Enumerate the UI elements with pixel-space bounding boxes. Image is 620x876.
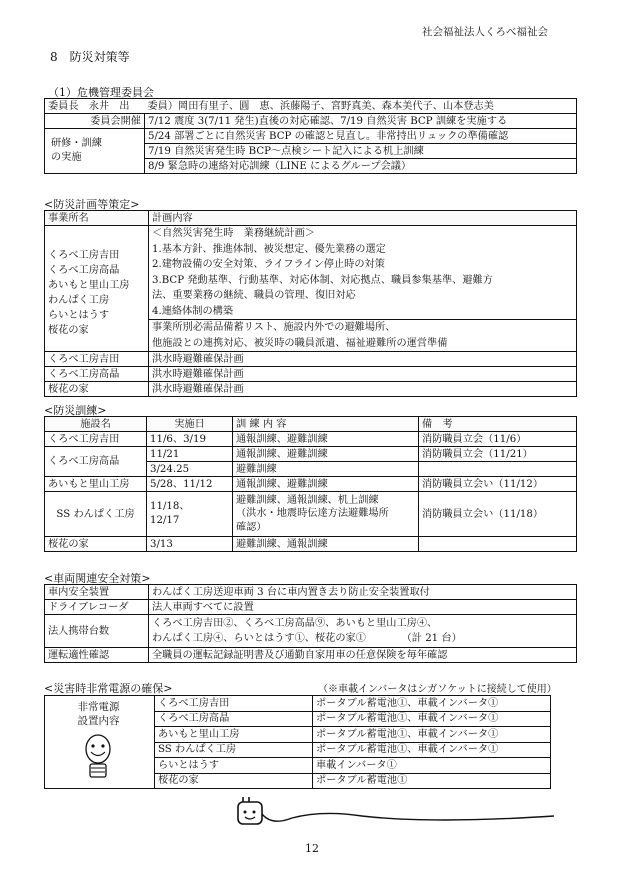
plan-line: 1.基本方針、推進体制、被災想定、優先業務の選定 (152, 243, 386, 255)
drill-note (419, 537, 577, 552)
training-label: 研修・訓練 の実施 (45, 129, 145, 174)
plan-col-facility: 事業所名 (45, 211, 149, 226)
plan-row-content: 洪水時避難確保計画 (149, 352, 577, 367)
drill-title: <防災訓練> (44, 404, 107, 417)
plan-line: 事業所別必需品備蓄リスト、施設内外での避難場所、 (149, 319, 576, 336)
vehicle-content: わんぱく工房送迎車両 3 台に車内置き去り防止安全装置取付 (149, 585, 577, 600)
power-label: 非常電源 設置内容 (77, 701, 120, 727)
drill-date: 11/21 (147, 447, 233, 462)
power-table (44, 695, 551, 789)
power-facility: らいとはうす (155, 758, 313, 774)
plug-mascot-decoration (232, 796, 562, 836)
committee-table (44, 98, 577, 174)
plan-table (44, 210, 577, 397)
facility-name: わんぱく工房 (48, 295, 110, 306)
plan-line: 2.建物設備の安全対策、ライフライン停止時の対策 (152, 259, 385, 270)
drill-note: 消防職員立会（11/6） (419, 432, 577, 447)
facility-name: くろべ工房吉田 (48, 250, 120, 261)
drill-content: 避難訓練 (233, 462, 419, 477)
facility-name: らいとはうす (48, 310, 110, 321)
power-content: 車載インバータ① (313, 758, 551, 774)
plan-line: 4.連絡体制の構築 (152, 305, 234, 317)
drill-content: 避難訓練、通報訓練 (233, 537, 419, 552)
vehicle-title: <車両関連安全対策> (44, 572, 151, 585)
drill-col-note: 備 考 (419, 417, 577, 432)
drill-content: 通報訓練、避難訓練 (233, 477, 419, 492)
plan-row-name: くろべ工房吉田 (45, 352, 149, 367)
drill-date: 3/24.25 (147, 462, 233, 477)
plan-row-name: 桜花の家 (45, 382, 149, 397)
plan-group-facilities (45, 226, 149, 352)
vehicle-table (44, 584, 577, 663)
power-content: ポータブル蓄電池①、車載インバータ① (313, 742, 551, 758)
drill-note (419, 462, 577, 477)
vehicle-label: ドライブレコーダ (45, 600, 149, 615)
plan-title: <防災計画等策定> (44, 198, 140, 211)
plan-row-name: くろべ工房高晶 (45, 367, 149, 382)
drill-note: 消防職員立会い（11/12） (419, 477, 577, 492)
drill-facility: あいもと里山工房 (45, 477, 147, 492)
drill-content: 避難訓練、通報訓練、机上訓練 （洪水・地震時伝達方法避難場所 確認） (233, 492, 419, 537)
drill-table (44, 416, 577, 552)
drill-note: 消防職員立会い（11/18） (419, 492, 577, 537)
drill-facility: くろべ工房吉田 (45, 432, 147, 447)
facility-name: くろべ工房高晶 (48, 265, 120, 276)
vehicle-content: くろべ工房吉田②、くろべ工房高晶⑨、あいもと里山工房④、 わんぱく工房④、らいとはうす①、桜花の家① （計 21 台） (149, 615, 577, 648)
vehicle-content: 法人車両すべてに設置 (149, 600, 577, 615)
vehicle-label: 車内安全装置 (45, 585, 149, 600)
plan-row-content: 洪水時避難確保計画 (149, 382, 577, 397)
power-content: ポータブル蓄電池①、車載インバータ① (313, 696, 551, 712)
drill-facility: 桜花の家 (45, 537, 147, 552)
training-line: 5/24 部署ごとに自然災害 BCP の確認と見直し。非常持出リュックの準備確認 (145, 129, 577, 144)
vehicle-label: 運転適性確認 (45, 648, 149, 663)
plan-line: 他施設との連携対応、被災時の職員派遣、福祉避難所の運営準備 (152, 337, 448, 349)
plan-line: ＜自然災害発生時 業務継続計画＞ (152, 228, 315, 239)
power-note: （※車載インバータはシガソケットに接続して使用） (318, 684, 557, 695)
power-facility: あいもと里山工房 (155, 727, 313, 743)
drill-col-date: 実施日 (147, 417, 233, 432)
drill-content: 通報訓練、避難訓練 (233, 447, 419, 462)
committee-chair: 委員長 永井 出 (45, 99, 145, 114)
plan-line: 3.BCP 発動基準、行動基準、対応体制、対応拠点、職員参集基準、避難方 (152, 274, 493, 286)
meeting-label: 委員会開催 (45, 114, 145, 129)
drill-facility: SS わんぱく工房 (45, 492, 147, 537)
committee-title: （1）危機管理委員会 (48, 86, 154, 99)
drill-content: 通報訓練、避難訓練 (233, 432, 419, 447)
training-line: 7/19 自然災害発生時 BCP～点検シート記入による机上訓練 (145, 144, 577, 159)
power-facility: くろべ工房高晶 (155, 711, 313, 727)
power-content: ポータブル蓄電池①、車載インバータ① (313, 727, 551, 743)
vehicle-content: 全職員の運転記録証明書及び通勤自家用車の任意保険を毎年確認 (149, 648, 577, 663)
drill-col-content: 訓 練 内 容 (233, 417, 419, 432)
meeting-content: 7/12 震度 3(7/11 発生)直後の対応確認、7/19 自然災害 BCP 訓練を実施する (145, 114, 577, 129)
drill-col-facility: 施設名 (45, 417, 147, 432)
plan-group-content (149, 226, 577, 352)
page-number: 12 (305, 842, 319, 855)
drill-facility: くろべ工房高晶 (45, 447, 147, 477)
power-facility: くろべ工房吉田 (155, 696, 313, 712)
power-title: <災害時非常電源の確保> (44, 682, 173, 695)
training-line: 8/9 緊急時の連絡対応訓練（LINE によるグループ会議） (145, 159, 577, 174)
committee-members: 委員）岡田有里子、圓 恵、浜藤陽子、宮野真美、森本美代子、山本登志美 (145, 99, 577, 114)
power-facility: SS わんぱく工房 (155, 742, 313, 758)
power-content: ポータブル蓄電池① (313, 773, 551, 789)
drill-date: 11/6、3/19 (147, 432, 233, 447)
drill-date: 5/28、11/12 (147, 477, 233, 492)
organization-name: 社会福祉法人くろべ福祉会 (422, 26, 548, 38)
drill-note: 消防職員立会（11/21） (419, 447, 577, 462)
power-content: ポータブル蓄電池①、車載インバータ① (313, 711, 551, 727)
section-title: 8 防災対策等 (50, 50, 130, 64)
smiling-lightbulb-icon (78, 732, 118, 782)
drill-date: 11/18、 12/17 (147, 492, 233, 537)
vehicle-label: 法人携帯台数 (45, 615, 149, 648)
drill-date: 3/13 (147, 537, 233, 552)
plan-col-content: 計画内容 (149, 211, 577, 226)
facility-name: あいもと里山工房 (48, 280, 130, 291)
plan-line: 法、重要業務の継続、職員の管理、復旧対応 (152, 290, 356, 301)
power-label-cell (45, 696, 155, 789)
plan-row-content: 洪水時避難確保計画 (149, 367, 577, 382)
power-facility: 桜花の家 (155, 773, 313, 789)
facility-name: 桜花の家 (48, 325, 89, 336)
